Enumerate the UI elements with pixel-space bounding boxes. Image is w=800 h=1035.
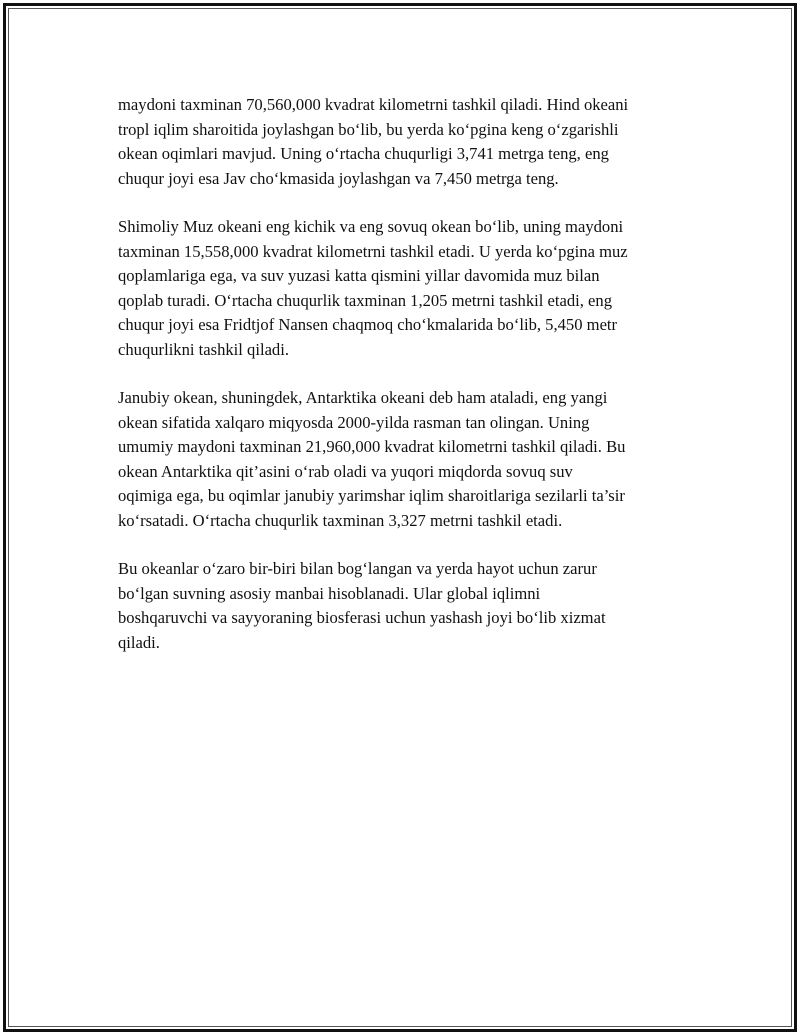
text-line: boshqaruvchi va sayyoraning biosferasi uchun yashash joyi bo‘lib xizmat [118, 608, 606, 627]
text-line: qoplab turadi. O‘rtacha chuqurlik taxminan 1,205 metrni tashkil etadi, eng [118, 290, 612, 310]
text-line: chuqur joyi esa Jav cho‘kmasida joylashgan va 7,450 metrga teng. [118, 168, 559, 188]
text-line: okean oqimlari mavjud. Uning o‘rtacha chuqurligi 3,741 metrga teng, eng [118, 144, 609, 163]
paragraph-xulosa [118, 557, 698, 655]
text-line: ko‘rsatadi. O‘rtacha chuqurlik taxminan 3,327 metrni tashkil etadi. [118, 510, 563, 530]
text-line: okean sifatida xalqaro miqyosda 2000-yilda rasman tan olingan. Uning [118, 412, 590, 432]
text-line: maydoni taxminan 70,560,000 kvadrat kilometrni tashkil qiladi. Hind okeani [118, 95, 629, 114]
text-line: Bu okeanlar o‘zaro bir-biri bilan bog‘langan va yerda hayot uchun zarur [118, 559, 597, 578]
text-line: okean Antarktika qit’asini o‘rab oladi va yuqori miqdorda sovuq suv [118, 461, 573, 481]
text-line: umumiy maydoni taxminan 21,960,000 kvadrat kilometrni tashkil qiladi. Bu [118, 437, 626, 456]
text-line: oqimiga ega, bu oqimlar janubiy yarimshar iqlim sharoitlariga sezilarli ta’sir [118, 486, 625, 505]
paragraph-janubiy-okean [118, 386, 698, 533]
text-line: bo‘lgan suvning asosiy manbai hisoblanadi. Ular global iqlimni [118, 583, 541, 603]
paragraph-shimoliy-muz-okeani [118, 215, 698, 362]
text-line: Shimoliy Muz okeani eng kichik va eng sovuq okean bo‘lib, uning maydoni [118, 217, 624, 236]
text-line: qiladi. [118, 632, 160, 652]
text-line: qoplamlariga ega, va suv yuzasi katta qismini yillar davomida muz bilan [118, 266, 600, 285]
text-line: chuqurlikni tashkil qiladi. [118, 339, 289, 359]
document-body [118, 93, 698, 679]
text-line: taxminan 15,558,000 kvadrat kilometrni tashkil etadi. U yerda ko‘pgina muz [118, 241, 628, 261]
paragraph-hind-okeani [118, 93, 698, 191]
text-line: Janubiy okean, shuningdek, Antarktika okeani deb ham ataladi, eng yangi [118, 388, 608, 407]
text-line: tropl iqlim sharoitida joylashgan bo‘lib, bu yerda ko‘pgina keng o‘zgarishli [118, 119, 619, 139]
text-line: chuqur joyi esa Fridtjof Nansen chaqmoq cho‘kmalarida bo‘lib, 5,450 metr [118, 315, 618, 334]
